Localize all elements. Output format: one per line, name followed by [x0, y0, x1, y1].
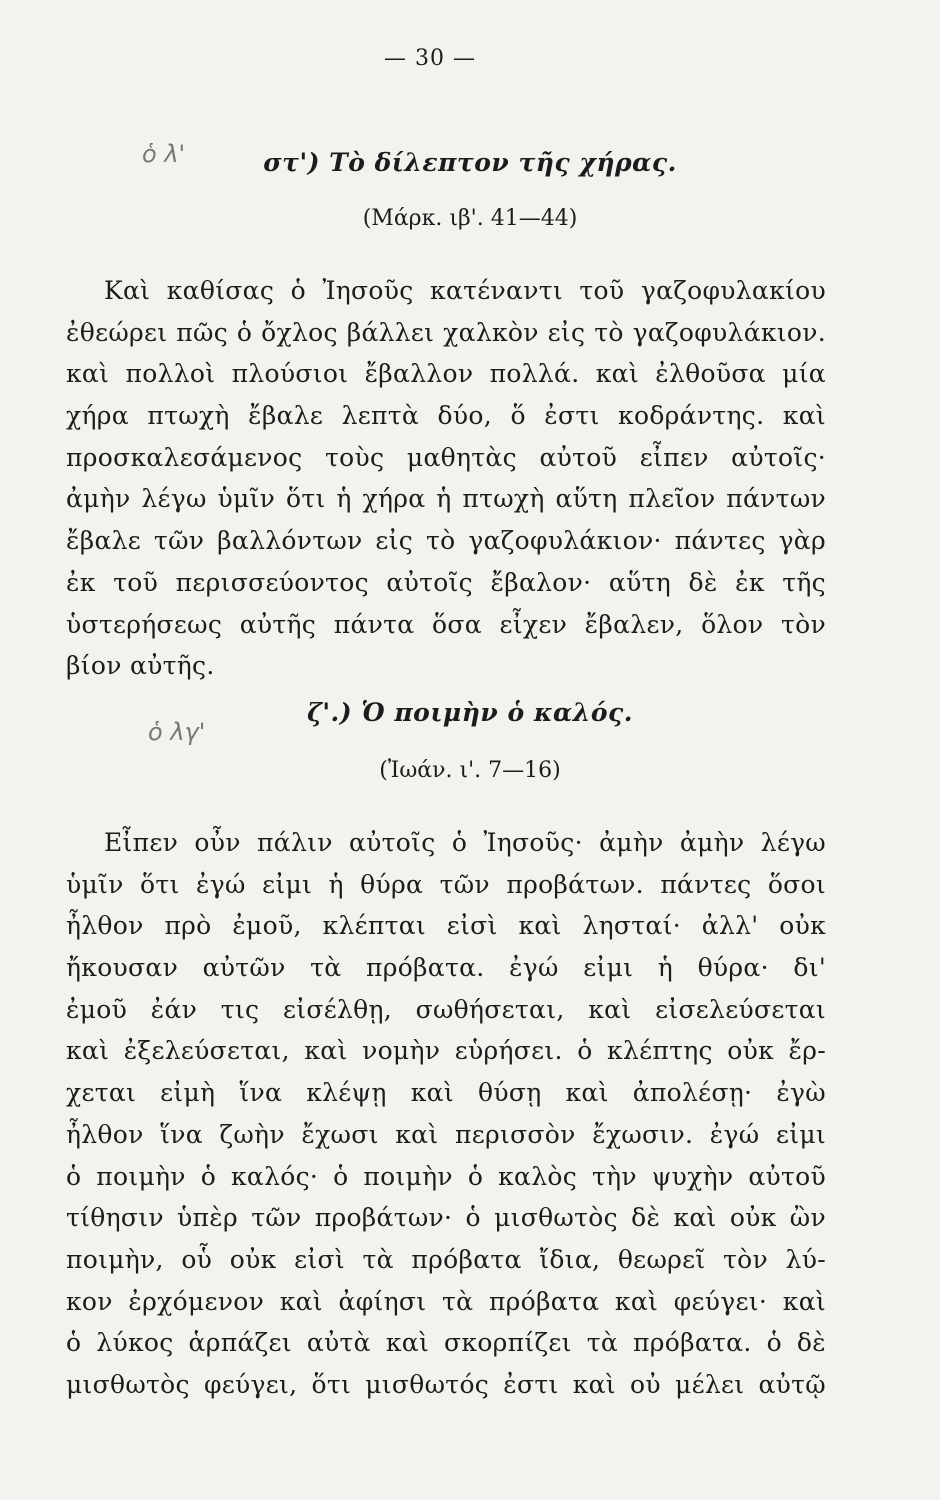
text-line: ἐθεώρει πῶς ὁ ὄχλος βάλλει χαλκὸν εἰς τὸ γαζοφυλάκιον. [66, 317, 826, 347]
text-line: Εἶπεν οὖν πάλιν αὐτοῖς ὁ Ἰησοῦς· ἀμὴν ἀμὴν λέγω [104, 828, 826, 857]
section-body [66, 822, 826, 1406]
text-line: χήρα πτωχὴ ἔβαλε λεπτὰ δύο, ὅ ἐστι κοδράντης. καὶ [66, 401, 826, 431]
text-line: ἦλθον πρὸ ἐμοῦ, κλέπται εἰσὶ καὶ λησταί· ἀλλ' οὐκ [66, 911, 826, 941]
text-line: ὁ ποιμὴν ὁ καλός· ὁ ποιμὴν ὁ καλὸς τὴν ψυχὴν αὐτοῦ [66, 1161, 826, 1191]
text-line: ὑστερήσεως αὐτῆς πάντα ὅσα εἶχεν ἔβαλεν, ὅλον τὸν [66, 609, 826, 639]
text-line: ἦλθον ἵνα ζωὴν ἔχωσι καὶ περισσὸν ἔχωσιν. ἐγώ εἰμι [66, 1119, 826, 1149]
handwritten-margin-note: ὁ λγ' [148, 718, 206, 746]
text-line: ἤκουσαν αὐτῶν τὰ πρόβατα. ἐγώ εἰμι ἡ θύρα· δι' [66, 953, 826, 983]
text-line: ὑμῖν ὅτι ἐγώ εἰμι ἡ θύρα τῶν προβάτων. πάντες ὅσοι [66, 869, 826, 899]
text-line: Καὶ καθίσας ὁ Ἰησοῦς κατέναντι τοῦ γαζοφυλακίου [104, 276, 826, 305]
text-line: ὁ λύκος ἁρπάζει αὐτὰ καὶ σκορπίζει τὰ πρόβατα. ὁ δὲ [66, 1328, 826, 1358]
scripture-reference: (Ἰωάν. ι'. 7—16) [379, 758, 561, 783]
text-line: βίον αὐτῆς. [66, 651, 215, 681]
text-line: ἐμοῦ ἐάν τις εἰσέλθῃ, σωθήσεται, καὶ εἰσελεύσεται [66, 994, 826, 1024]
text-line: ἐκ τοῦ περισσεύοντος αὐτοῖς ἔβαλον· αὕτη δὲ ἐκ τῆς [66, 567, 826, 597]
text-line: προσκαλεσάμενος τοὺς μαθητὰς αὐτοῦ εἶπεν αὐτοῖς· [66, 442, 826, 472]
text-line: ἔβαλε τῶν βαλλόντων εἰς τὸ γαζοφυλάκιον· πάντες γὰρ [66, 526, 826, 556]
text-line: τίθησιν ὑπὲρ τῶν προβάτων· ὁ μισθωτὸς δὲ καὶ οὐκ ὢν [66, 1203, 826, 1233]
handwritten-margin-note: ὁ λ' [142, 140, 186, 168]
text-line: ποιμὴν, οὗ οὐκ εἰσὶ τὰ πρόβατα ἴδια, θεωρεῖ τὸν λύ- [66, 1244, 826, 1274]
page-number: — 30 — [384, 46, 476, 71]
text-line: καὶ ἐξελεύσεται, καὶ νομὴν εὑρήσει. ὁ κλέπτης οὐκ ἔρ- [66, 1036, 826, 1066]
text-line: κον ἐρχόμενον καὶ ἀφίησι τὰ πρόβατα καὶ φεύγει· καὶ [66, 1286, 826, 1316]
section-body [66, 270, 826, 687]
text-line: χεται εἰμὴ ἵνα κλέψῃ καὶ θύσῃ καὶ ἀπολέσῃ· ἐγὼ [66, 1078, 826, 1108]
text-line: καὶ πολλοὶ πλούσιοι ἔβαλλον πολλά. καὶ ἐλθοῦσα μία [66, 359, 826, 389]
section-heading: ζ'.) Ὁ ποιμὴν ὁ καλός. [307, 698, 633, 727]
section-heading: στ') Τὸ δίλεπτον τῆς χήρας. [263, 148, 677, 177]
scripture-reference: (Μάρκ. ιβ'. 41—44) [362, 206, 578, 231]
text-line: μισθωτὸς φεύγει, ὅτι μισθωτός ἐστι καὶ οὐ μέλει αὐτῷ [66, 1369, 826, 1399]
text-line: ἀμὴν λέγω ὑμῖν ὅτι ἡ χήρα ἡ πτωχὴ αὕτη πλεῖον πάντων [66, 484, 826, 514]
